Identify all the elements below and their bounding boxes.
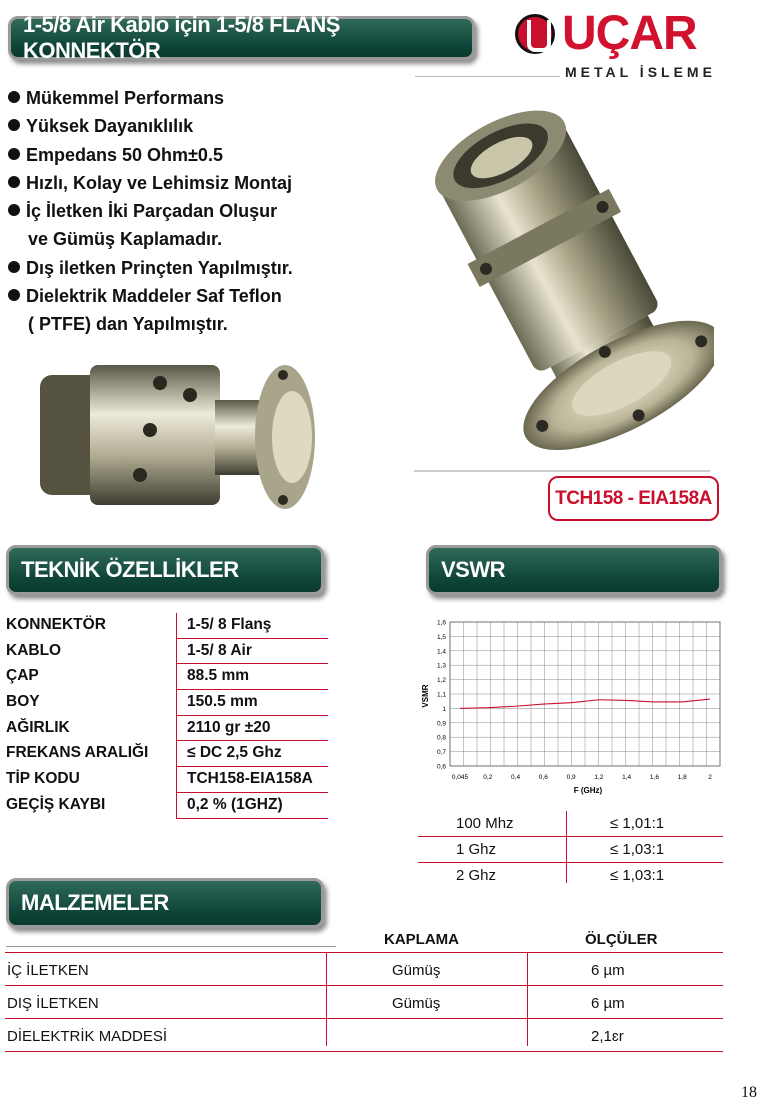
materials-divider bbox=[6, 946, 336, 947]
chart-y-tick-label: 1 bbox=[442, 705, 446, 713]
model-code-badge: TCH158 - EIA158A bbox=[548, 476, 719, 521]
vswr-title: VSWR bbox=[441, 557, 505, 582]
feature-item: Dielektrik Maddeler Saf Teflon bbox=[8, 282, 293, 310]
chart-y-tick-label: 1,3 bbox=[436, 662, 446, 670]
chart-xlabel: F (GHz) bbox=[573, 786, 603, 795]
spec-row bbox=[6, 690, 328, 716]
vswr-table bbox=[418, 811, 723, 889]
bullet-icon bbox=[8, 261, 20, 273]
chart-x-tick-label: 1,2 bbox=[594, 774, 604, 781]
spec-row bbox=[6, 639, 328, 665]
spec-value: 88.5 mm bbox=[187, 667, 250, 685]
bullet-icon bbox=[8, 91, 20, 103]
bullet-icon bbox=[8, 148, 20, 160]
spec-value: ≤ DC 2,5 Ghz bbox=[187, 744, 282, 762]
spec-value: 1-5/ 8 Flanş bbox=[187, 616, 272, 633]
material-name: İÇ İLETKEN bbox=[7, 962, 89, 979]
feature-list bbox=[8, 84, 293, 339]
bullet-icon bbox=[8, 289, 20, 301]
chart-y-tick-label: 1,4 bbox=[436, 648, 446, 656]
chart-y-tick-label: 0,7 bbox=[436, 749, 446, 757]
feature-item: Yüksek Dayanıklılık bbox=[8, 112, 293, 140]
feature-item: İç İletken İki Parçadan Oluşur bbox=[8, 197, 293, 225]
vswr-value: ≤ 1,03:1 bbox=[610, 841, 665, 858]
materials-row bbox=[5, 1019, 723, 1052]
logo-divider bbox=[415, 76, 560, 77]
chart-x-tick-label: 1,4 bbox=[622, 774, 632, 781]
feature-item: Hızlı, Kolay ve Lehimsiz Montaj bbox=[8, 169, 293, 197]
spec-row bbox=[6, 793, 328, 819]
spec-value: 2110 gr ±20 bbox=[187, 718, 271, 736]
vswr-row bbox=[418, 811, 723, 837]
page-title: 1-5/8 Air Kablo için 1-5/8 FLANŞ KONNEKTÖR bbox=[23, 12, 340, 63]
vswr-frequency: 1 Ghz bbox=[456, 841, 497, 858]
chart-y-tick-label: 0,9 bbox=[436, 720, 446, 728]
material-size: 6 µm bbox=[591, 995, 625, 1012]
chart-y-tick-label: 1,5 bbox=[436, 633, 446, 641]
bullet-icon bbox=[8, 119, 20, 131]
title-banner bbox=[8, 12, 475, 63]
vswr-chart bbox=[414, 612, 724, 802]
chart-y-tick-label: 0,8 bbox=[436, 734, 446, 742]
materials-row bbox=[5, 953, 723, 986]
materials-table bbox=[5, 952, 723, 1052]
feature-item-continued: ve Gümüş Kaplamadır. bbox=[28, 229, 223, 250]
spec-row bbox=[6, 741, 328, 767]
chart-x-tick-label: 0,9 bbox=[566, 774, 576, 781]
chart-y-tick-label: 1,6 bbox=[436, 619, 446, 627]
vswr-row bbox=[418, 837, 723, 863]
chart-x-tick-label: 0,045 bbox=[451, 774, 469, 781]
spec-value: 150.5 mm bbox=[187, 693, 258, 711]
spec-value: 1-5/ 8 Air bbox=[187, 641, 252, 659]
spec-key: KABLO bbox=[6, 641, 62, 659]
vswr-row bbox=[418, 863, 723, 889]
spec-row bbox=[6, 664, 328, 690]
feature-item: Dış iletken Prinçten Yapılmıştır. bbox=[8, 254, 293, 282]
logo-name: UÇAR bbox=[562, 7, 697, 60]
ucar-logo-icon bbox=[515, 14, 555, 54]
connector-photo-angled bbox=[414, 80, 714, 470]
materials-header-size: ÖLÇÜLER bbox=[585, 931, 658, 948]
material-coating: Gümüş bbox=[392, 995, 441, 1012]
spec-row bbox=[6, 613, 328, 639]
vswr-frequency: 100 Mhz bbox=[456, 815, 514, 832]
bullet-icon bbox=[8, 204, 20, 216]
tech-specs-title: TEKNİK ÖZELLİKLER bbox=[21, 557, 239, 582]
bullet-icon bbox=[8, 176, 20, 188]
vswr-value: ≤ 1,03:1 bbox=[610, 867, 665, 884]
materials-row bbox=[5, 986, 723, 1019]
spec-key: TİP KODU bbox=[6, 770, 80, 788]
spec-row bbox=[6, 716, 328, 742]
material-name: DIŞ İLETKEN bbox=[7, 995, 99, 1012]
chart-x-tick-label: 0,4 bbox=[511, 774, 521, 781]
material-name: DİELEKTRİK MADDESİ bbox=[7, 1028, 168, 1045]
material-coating: Gümüş bbox=[392, 962, 441, 979]
spec-key: AĞIRLIK bbox=[6, 718, 70, 736]
chart-x-tick-label: 1,6 bbox=[649, 774, 659, 781]
vswr-frequency: 2 Ghz bbox=[456, 867, 497, 884]
vswr-value: ≤ 1,01:1 bbox=[610, 815, 665, 832]
chart-x-tick-label: 2 bbox=[708, 774, 712, 781]
spec-value: 0,2 % (1GHZ) bbox=[187, 795, 283, 813]
page-number: 18 bbox=[741, 1084, 757, 1101]
chart-y-tick-label: 1,2 bbox=[436, 677, 446, 685]
feature-item: Empedans 50 Ohm±0.5 bbox=[8, 141, 293, 169]
photo-divider bbox=[414, 470, 710, 472]
chart-y-tick-label: 1,1 bbox=[436, 691, 446, 699]
connector-photo-side bbox=[30, 345, 330, 525]
chart-y-tick-label: 0,6 bbox=[436, 763, 446, 771]
materials-banner bbox=[6, 878, 324, 928]
spec-row bbox=[6, 767, 328, 793]
logo-subtitle: METAL İSLEME bbox=[565, 64, 716, 80]
spec-table bbox=[6, 613, 328, 819]
spec-key: ÇAP bbox=[6, 667, 39, 685]
spec-key: FREKANS ARALIĞI bbox=[6, 744, 149, 762]
chart-x-tick-label: 1,8 bbox=[677, 774, 687, 781]
chart-x-tick-label: 0,6 bbox=[538, 774, 548, 781]
chart-ylabel: VSMR bbox=[421, 684, 430, 708]
tech-specs-banner bbox=[6, 545, 324, 595]
vswr-banner bbox=[426, 545, 722, 595]
materials-title: MALZEMELER bbox=[21, 890, 169, 915]
feature-item-continued: ( PTFE) dan Yapılmıştır. bbox=[28, 314, 228, 335]
feature-item: Mükemmel Performans bbox=[8, 84, 293, 112]
chart-x-tick-label: 0,2 bbox=[483, 774, 493, 781]
spec-value: TCH158-EIA158A bbox=[187, 770, 313, 788]
material-size: 6 µm bbox=[591, 962, 625, 979]
materials-header-coating: KAPLAMA bbox=[384, 931, 459, 948]
material-size: 2,1ɛr bbox=[591, 1028, 624, 1045]
spec-key: GEÇİŞ KAYBI bbox=[6, 795, 106, 813]
spec-key: BOY bbox=[6, 693, 40, 711]
spec-key: KONNEKTÖR bbox=[6, 616, 106, 633]
